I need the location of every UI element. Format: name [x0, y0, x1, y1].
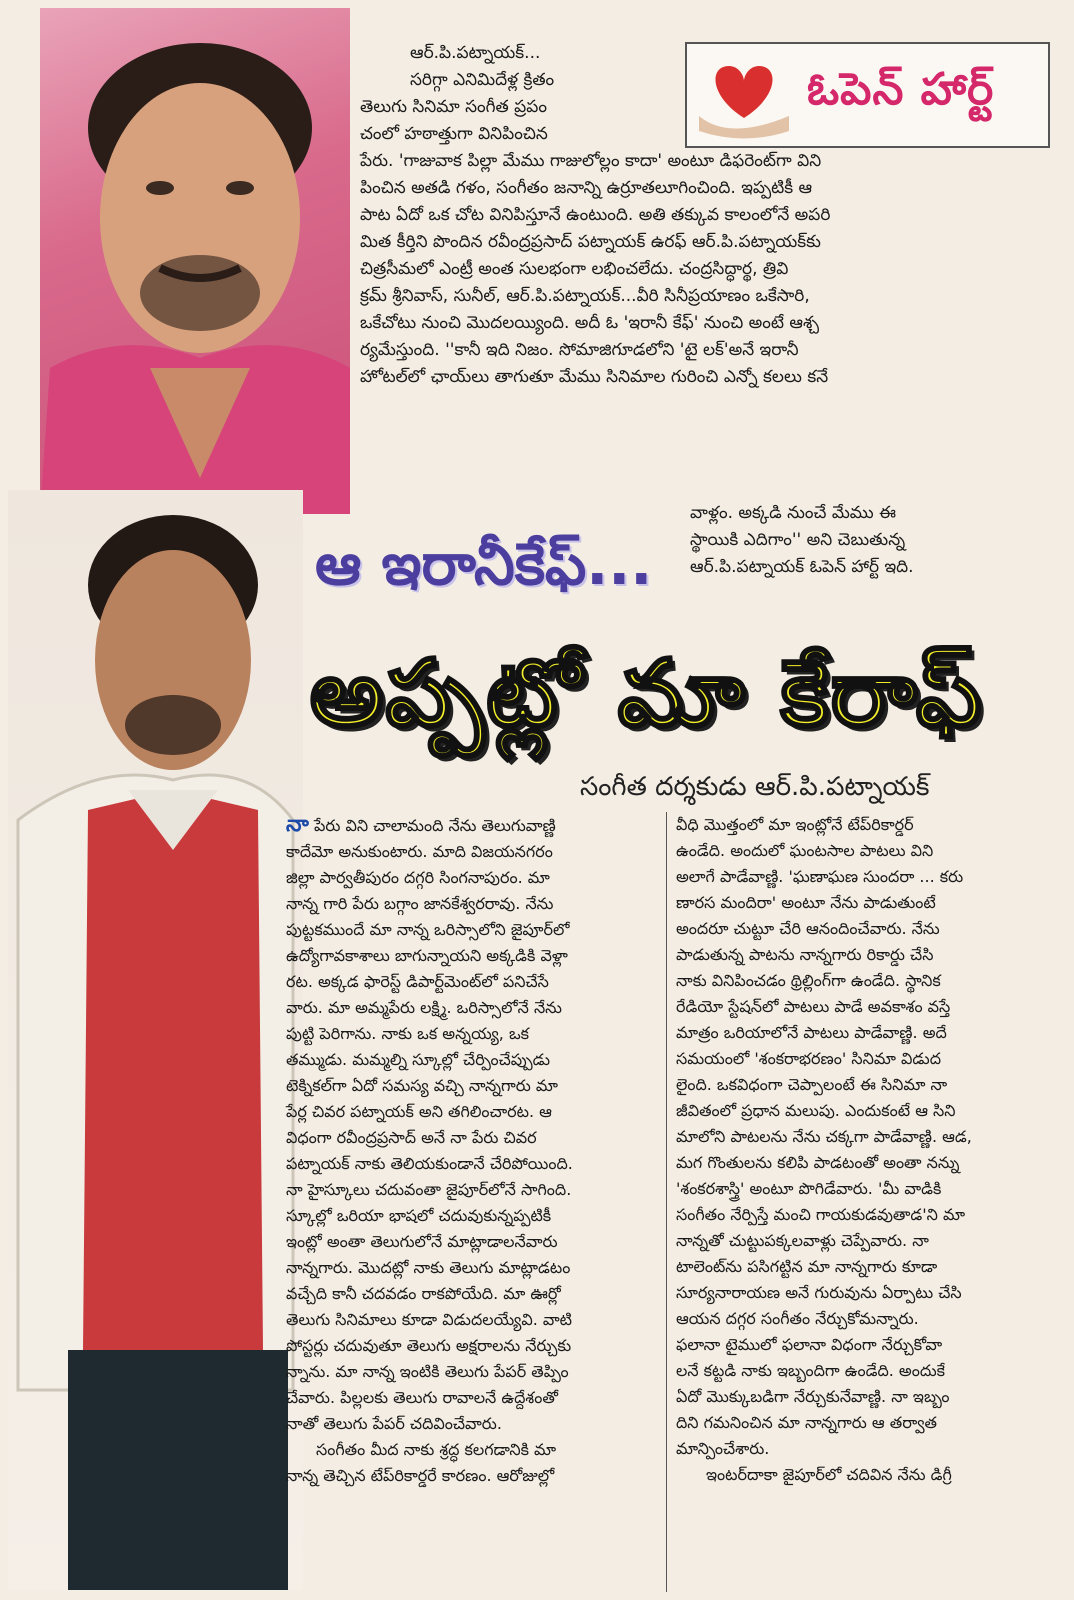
intro-text-wide	[360, 148, 1046, 391]
article-column-2	[676, 812, 1046, 1488]
paragraph-line: తెలుగు సినిమాలు కూడా విడుదలయ్యేవి. వాటి	[286, 1310, 573, 1329]
intro-line: సరిగ్గా ఎనిమిదేళ్ల క్రితం	[410, 70, 555, 90]
intro-line: ఒకేచోటు నుంచి మొదలయ్యింది. అదీ ఓ 'ఇరానీ కేఫ్' నుంచి అంటే ఆశ్చ	[360, 313, 820, 333]
intro-text-narrow	[360, 40, 678, 148]
paragraph-line: పుట్టి పెరిగాను. నాకు ఒక అన్నయ్య, ఒక	[286, 1024, 530, 1043]
paragraph-line: విధంగా రవీంద్రప్రసాద్ అనే నా పేరు చివర	[286, 1128, 537, 1147]
intro-line: ఆర్.పి.పట్నాయక్...	[410, 43, 541, 63]
paragraph-line: తమ్ముడు. మమ్మల్ని స్కూల్లో చేర్పించేప్పుడు	[286, 1050, 551, 1069]
paragraph-line: మాలోని పాటలను నేను చక్కగా పాడేవాణ్ణి. ఆడ,	[676, 1127, 972, 1146]
paragraph-line: ఇంటర్‌దాకా జైపూర్‌లో చదివిన నేను డిగ్రీ	[706, 1465, 952, 1484]
intro-line: తెలుగు సినిమా సంగీత ప్రపం	[360, 97, 547, 117]
paragraph-line: జీవితంలో ప్రధాన మలుపు. ఎందుకంటే ఆ సిని	[676, 1101, 956, 1120]
paragraph-line: దిని గమనించిన మా నాన్నగారు ఆ తర్వాత	[676, 1413, 937, 1432]
paragraph-line: సంగీతం మీద నాకు శ్రద్ధ కలగడానికి మా	[316, 1440, 557, 1459]
paragraph-line: నాతో తెలుగు పేపర్ చదివించేవారు.	[286, 1414, 502, 1433]
paragraph-line: ఫలానా టైములో ఫలానా విధంగా నేర్చుకోవా	[676, 1335, 943, 1354]
subheadline: ఆ ఇరానీకేఫ్...	[315, 530, 653, 598]
paragraph-line: ణారస మందిరా' అంటూ నేను పాడుతుంటే	[676, 893, 936, 912]
intro-line: వాళ్లం. అక్కడి నుంచే మేము ఈ	[690, 503, 896, 523]
intro-line: చిత్రసీమలో ఎంట్రీ అంత సులభంగా లభించలేదు. చంద్రసిద్ధార్థ, త్రివి	[360, 259, 789, 279]
article-column-1	[286, 812, 656, 1489]
intro-line: చంలో హఠాత్తుగా వినిపించిన	[360, 124, 548, 144]
paragraph-line: లైంది. ఒకవిధంగా చెప్పాలంటే ఈ సినిమా నా	[676, 1075, 948, 1094]
intro-text-tail	[690, 500, 1046, 581]
heart-in-hands-icon	[689, 46, 799, 144]
paragraph-line	[286, 812, 656, 839]
paragraph-line: వీధి మొత్తంలో మా ఇంట్లోనే టేప్‌రికార్డర్	[676, 815, 914, 834]
portrait-illustration-bottom	[8, 490, 303, 1590]
logo-title: ఓపెన్ హార్ట్	[807, 64, 995, 115]
line-text: పేరు విని చాలామంది నేను తెలుగువాణ్ణి	[313, 816, 556, 835]
paragraph-line: నా హైస్కూలు చదువంతా జైపూర్‌లోనే సాగింది.	[286, 1180, 572, 1199]
paragraph-line: రేడియో స్టేషన్‌లో పాటలు పాడే అవకాశం వస్తే	[676, 997, 951, 1016]
paragraph-line: లనే కట్టడి నాకు ఇబ్బందిగా ఉండేది. అందుకే	[676, 1361, 946, 1380]
portrait-photo-bottom	[8, 490, 303, 1590]
intro-line: హోటల్‌లో ఛాయ్‌లు తాగుతూ మేము సినిమాల గురించి ఎన్నో కలలు కనే	[360, 367, 829, 387]
paragraph-line: న్నాను. మా నాన్న ఇంటికి తెలుగు పేపర్ తెప్పిం	[286, 1362, 569, 1381]
portrait-illustration-top	[40, 8, 350, 514]
byline: సంగీత దర్శకుడు ఆర్.పి.పట్నాయక్	[580, 772, 930, 802]
paragraph-line: టెక్నికల్‌గా ఏదో సమస్య వచ్చి నాన్నగారు మా	[286, 1076, 558, 1095]
paragraph-line: అందరూ చుట్టూ చేరి ఆనందించేవారు. నేను	[676, 919, 940, 938]
portrait-photo-top	[40, 8, 350, 514]
drop-cap: నా	[286, 812, 309, 837]
paragraph-line: పేర్ల చివర పట్నాయక్ అని తగిలించారట. ఆ	[286, 1102, 552, 1121]
paragraph-line: నాన్నతో చుట్టుపక్కలవాళ్లు చెప్పేవారు. నా	[676, 1231, 929, 1250]
paragraph-line: నాన్నగారు. మొదట్లో నాకు తెలుగు మాట్లాడటం	[286, 1258, 571, 1277]
paragraph-line: మాత్రం ఒరియాలోనే పాటలు పాడేవాణ్ణి. అదే	[676, 1023, 947, 1042]
paragraph-line: టాలెంట్‌ను పసిగట్టిన మా నాన్నగారు కూడా	[676, 1257, 938, 1276]
paragraph-line: అలాగే పాడేవాణ్ణి. 'ఘణాఘణ సుందరా ... కరు	[676, 867, 964, 886]
paragraph-line: చేవారు. పిల్లలకు తెలుగు రావాలనే ఉద్దేశంతో	[286, 1388, 558, 1407]
headline: అప్పట్లో మా కేరాఫ్	[310, 640, 984, 747]
paragraph-line: సూర్యనారాయణ అనే గురువును ఏర్పాటు చేసి	[676, 1283, 962, 1302]
paragraph-line: పట్నాయక్ నాకు తెలియకుండానే చేరిపోయింది.	[286, 1154, 573, 1173]
open-heart-logo	[685, 42, 1050, 148]
paragraph-line: పుట్టకముందే మా నాన్న ఒరిస్సాలోని జైపూర్‌లో	[286, 920, 570, 939]
paragraph-line: పాడుతున్న పాటను నాన్నగారు రికార్డు చేసి	[676, 945, 934, 964]
paragraph-line: వారు. మా అమ్మపేరు లక్ష్మి. ఒరిస్సాలోనే నేను	[286, 998, 562, 1017]
intro-line: పించిన అతడి గళం, సంగీతం జనాన్ని ఉర్రూతలూగించింది. ఇప్పటికీ ఆ	[360, 178, 813, 198]
paragraph-line: స్కూల్లో ఒరియా భాషలో చదువుకున్నప్పటికీ	[286, 1206, 552, 1225]
intro-line: పేరు. 'గాజువాక పిల్లా మేము గాజులోల్లం కాదా' అంటూ డిఫరెంట్‌గా విని	[360, 151, 822, 171]
paragraph-line: నాకు వినిపించడం థ్రిల్లింగ్‌గా ఉండేది. స్థానిక	[676, 971, 941, 990]
paragraph-line: పోస్టర్లు చదువుతూ తెలుగు అక్షరాలను నేర్చుకు	[286, 1336, 572, 1355]
intro-line: ఆర్.పి.పట్నాయక్ ఓపెన్ హార్ట్ ఇది.	[690, 557, 914, 577]
paragraph-line: కాదేమో అనుకుంటారు. మాది విజయనగరం	[286, 842, 553, 861]
paragraph-line: సమయంలో 'శంకరాభరణం' సినిమా విడుద	[676, 1049, 942, 1068]
paragraph-line: వచ్చేది కానీ చదవడం రాకపోయేది. మా ఊర్లో	[286, 1284, 561, 1303]
intro-line: మిత కీర్తిని పొందిన రవీంద్రప్రసాద్ పట్నాయక్ ఉరఫ్ ఆర్.పి.పట్నాయక్‌కు	[360, 232, 821, 252]
column-divider	[666, 812, 667, 1592]
paragraph-line: ఏదో మొక్కుబడిగా నేర్చుకునేవాణ్ణి. నా ఇబ్బం	[676, 1387, 950, 1406]
paragraph-line: ఉండేది. అందులో ఘంటసాల పాటలు విని	[676, 841, 934, 860]
intro-line: క్రమ్ శ్రీనివాస్, సునీల్, ఆర్.పి.పట్నాయక్...వీరి సినీప్రయాణం ఒకేసారి,	[360, 286, 810, 306]
paragraph-line: 'శంకరశాస్త్రి' అంటూ పొగిడేవారు. 'మీ వాడికి	[676, 1179, 942, 1198]
paragraph-line: నాన్న గారి పేరు బగ్గాం జానకేశ్వరరావు. నేను	[286, 894, 554, 913]
paragraph-line: మగ గొంతులను కలిపి పాడటంతో అంతా నన్ను	[676, 1153, 960, 1172]
paragraph-line: మాన్పించేశారు.	[676, 1439, 770, 1458]
intro-line: పాట ఏదో ఒక చోట వినిపిస్తూనే ఉంటుంది. అతి తక్కువ కాలంలోనే అపరి	[360, 205, 831, 225]
paragraph-line: ఇంట్లో అంతా తెలుగులోనే మాట్లాడాలనేవారు	[286, 1232, 558, 1251]
paragraph-line: ఆయన దగ్గర సంగీతం నేర్చుకోమన్నారు.	[676, 1309, 919, 1328]
paragraph-line: రట. అక్కడ ఫారెస్ట్ డిపార్ట్‌మెంట్‌లో పనిచేసే	[286, 972, 549, 991]
intro-line: స్థాయికి ఎదిగాం'' అని చెబుతున్న	[690, 530, 906, 550]
intro-line: ర్యమేస్తుంది. ''కానీ ఇది నిజం. సోమాజిగూడలోని 'టై లక్'అనే ఇరానీ	[360, 340, 799, 360]
paragraph-line: నాన్న తెచ్చిన టేప్‌రికార్డరే కారణం. ఆరోజుల్లో	[286, 1466, 555, 1485]
paragraph-line: సంగీతం నేర్పిస్తే మంచి గాయకుడవుతాడ'ని మా	[676, 1205, 966, 1224]
paragraph-line: ఉద్యోగావకాశాలు బాగున్నాయని అక్కడికి వెళ్లా	[286, 946, 568, 965]
paragraph-line: జిల్లా పార్వతీపురం దగ్గరి సింగనాపురం. మా	[286, 868, 550, 887]
